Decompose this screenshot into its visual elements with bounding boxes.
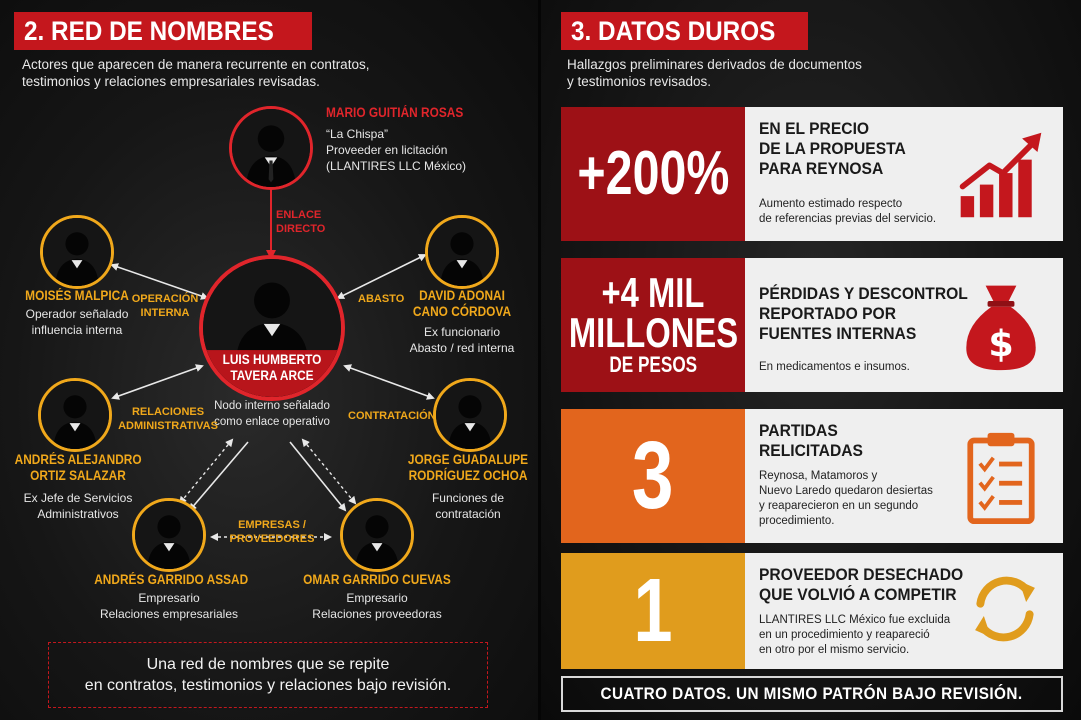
edge-label-admin-relations: [118, 405, 218, 433]
desc-line: Administrativos: [37, 507, 119, 521]
name-line: DAVID ADONAI: [419, 288, 505, 303]
card-detail: [759, 360, 910, 375]
desc-line: (LLANTIRES LLC México): [326, 159, 467, 173]
subtitle-line: testimonios y relaciones empresariales revisadas.: [22, 74, 320, 89]
recycle-arrows-icon: [961, 565, 1049, 653]
card-body: [745, 409, 1063, 543]
label-line: DIRECTO: [276, 223, 326, 235]
edge-center-bottom-right-dotted: [303, 440, 355, 503]
detail-line: LLANTIRES LLC México fue excluida: [759, 614, 951, 626]
headline-line: PROVEEDOR DESECHADO: [759, 565, 964, 584]
desc-line: contratación: [435, 507, 501, 521]
card-body: [745, 107, 1063, 241]
name-line: CANO CÓRDOVA: [412, 304, 512, 319]
card-big-number: 1: [633, 561, 673, 661]
desc-line: como enlace operativo: [214, 416, 330, 428]
desc-line: influencia interna: [31, 323, 123, 337]
detail-line: Nuevo Laredo quedaron desiertas: [759, 485, 933, 497]
detail-line: procedimiento.: [759, 515, 835, 527]
card-detail: [759, 197, 936, 227]
section-title-box: [561, 12, 808, 50]
money-bag-icon: [953, 278, 1049, 374]
headline-line: PARA REYNOSA: [759, 159, 884, 178]
card-body: [745, 258, 1063, 392]
name-line: JORGE GUADALUPE: [407, 452, 529, 467]
person-name-center: [202, 352, 343, 384]
clipboard-checklist-icon: [953, 429, 1049, 525]
headline-line: QUE VOLVIÓ A COMPETIR: [759, 585, 957, 604]
person-desc-left2: [6, 490, 150, 522]
headline-line: RELICITADAS: [759, 441, 863, 460]
headline-line: PÉRDIDAS Y DESCONTROL: [759, 284, 968, 303]
card-big-number-line3: DE PESOS: [609, 352, 697, 377]
subtitle-line: y testimonios revisados.: [567, 74, 712, 89]
person-name-right1: [405, 288, 519, 320]
detail-line: Aumento estimado respecto: [759, 198, 903, 210]
name-line: LUIS HUMBERTO: [222, 352, 322, 367]
person-name-right2: [405, 452, 532, 484]
section-title: 3. DATOS DUROS: [571, 15, 776, 46]
edge-label-direct-link: [276, 208, 325, 236]
headline-line: FUENTES INTERNAS: [759, 324, 917, 343]
card-big-number: 3: [632, 422, 674, 529]
name-line: RODRÍGUEZ OCHOA: [408, 468, 528, 483]
person-name-bottom-right: OMAR GARRIDO CUEVAS: [303, 572, 451, 587]
detail-line: en otro por el mismo servicio.: [759, 644, 910, 656]
desc-line: Proveeder en licitación: [326, 143, 448, 157]
svg-text:$: $: [988, 322, 1014, 366]
label-line: PROVEEDORES: [229, 533, 315, 545]
card-detail: [759, 469, 933, 529]
person-avatar-left2: [38, 378, 112, 452]
data-card-losses: [561, 258, 1063, 392]
desc-line: Ex Jefe de Servicios: [23, 491, 133, 505]
edge-label-supply: ABASTO: [358, 293, 405, 305]
name-line: ANDRÉS ALEJANDRO: [14, 452, 142, 467]
person-name-left2: [15, 452, 142, 484]
label-line: INTERNA: [140, 307, 190, 319]
person-avatar-left1: [40, 215, 114, 289]
desc-line: Operador señalado: [25, 307, 129, 321]
desc-line: Ex funcionario: [423, 325, 501, 339]
section-title: 2. RED DE NOMBRES: [24, 15, 274, 46]
person-avatar-right2: [433, 378, 507, 452]
label-line: EMPRESAS /: [238, 519, 306, 531]
headline-line: DE LA PROPUESTA: [759, 139, 906, 158]
detail-line: y reaparecieron en un segundo: [759, 500, 919, 512]
desc-line: Empresario: [346, 591, 408, 605]
person-desc-bottom-right: [292, 590, 462, 622]
desc-line: Relaciones proveedoras: [312, 607, 442, 621]
headline-line: EN EL PRECIO: [759, 119, 870, 138]
edge-center-bottom-left-dotted: [180, 440, 232, 503]
footer-box: [561, 676, 1063, 712]
person-desc-right2: [396, 490, 540, 522]
edge-contracting: [345, 366, 433, 398]
person-name-left1: MOISÉS MALPICA: [25, 288, 129, 303]
card-headline: [759, 284, 968, 344]
desc-line: Abasto / red interna: [409, 341, 515, 355]
card-headline: [759, 421, 863, 461]
card-headline: [759, 119, 906, 179]
person-desc-top: [326, 126, 466, 174]
card-big-number-line2: MILLONES: [568, 309, 738, 356]
edge-admin-relations: [113, 366, 202, 398]
detail-line: En medicamentos e insumos.: [759, 361, 910, 373]
card-headline: [759, 565, 963, 605]
headline-line: PARTIDAS: [759, 421, 838, 440]
desc-line: “La Chispa”: [326, 127, 389, 141]
note-line: en contratos, testimonios y relaciones bajo revisión.: [84, 677, 452, 694]
edge-center-bottom-left: [190, 442, 248, 510]
data-card-relicitated: [561, 409, 1063, 543]
label-line: ENLACE: [276, 209, 322, 221]
card-body: [745, 553, 1063, 669]
subtitle-line: Actores que aparecen de manera recurrente en contratos,: [22, 57, 370, 72]
edge-label-contracting: CONTRATACIÓN: [348, 410, 436, 422]
desc-line: Nodo interno señalado: [214, 400, 330, 412]
card-number-box: [561, 409, 745, 543]
card-number-box: [561, 107, 745, 241]
data-card-price-increase: [561, 107, 1063, 241]
detail-line: en un procedimiento y reapareció: [759, 629, 930, 641]
data-card-rejected-supplier: [561, 553, 1063, 669]
growth-chart-icon: [953, 127, 1049, 223]
desc-line: Empresario: [138, 591, 200, 605]
card-number-box: [561, 258, 745, 392]
label-line: RELACIONES: [131, 406, 205, 418]
footer-text: CUATRO DATOS. UN MISMO PATRÓN BAJO REVISIÓN.: [600, 684, 1024, 703]
person-avatar-top: [229, 106, 313, 190]
person-desc-left1: [12, 306, 142, 338]
label-line: ADMINISTRATIVAS: [118, 420, 218, 432]
detail-line: Reynosa, Matamoros y: [759, 470, 878, 482]
name-line: TAVERA ARCE: [230, 368, 314, 383]
desc-line: Relaciones empresariales: [99, 607, 239, 621]
person-name-bottom-left: ANDRÉS GARRIDO ASSAD: [94, 572, 249, 587]
note-line: Una red de nombres que se repite: [146, 656, 390, 673]
section-subtitle: [567, 56, 862, 90]
person-avatar-right1: [425, 215, 499, 289]
desc-line: Funciones de: [431, 491, 505, 505]
network-panel: [0, 0, 540, 720]
name-line: ORTIZ SALAZAR: [30, 468, 126, 483]
person-desc-right1: [397, 324, 527, 356]
card-number-box: [561, 553, 745, 669]
card-detail: [759, 613, 950, 658]
edge-label-internal-operation: [128, 292, 202, 320]
person-desc-bottom-left: [84, 590, 254, 622]
detail-line: de referencias previas del servicio.: [759, 213, 937, 225]
label-line: OPERACIÓN: [131, 293, 199, 305]
card-big-number: +200%: [577, 139, 729, 208]
person-name-top: MARIO GUITIÁN ROSAS: [326, 105, 464, 120]
subtitle-line: Hallazgos preliminares derivados de documentos: [567, 57, 862, 72]
summary-note: [48, 642, 488, 708]
edge-label-business-suppliers: [226, 518, 318, 546]
edge-center-bottom-right: [290, 442, 345, 510]
headline-line: REPORTADO POR: [759, 304, 897, 323]
card-big-number-line1: +4 MIL: [601, 269, 705, 316]
